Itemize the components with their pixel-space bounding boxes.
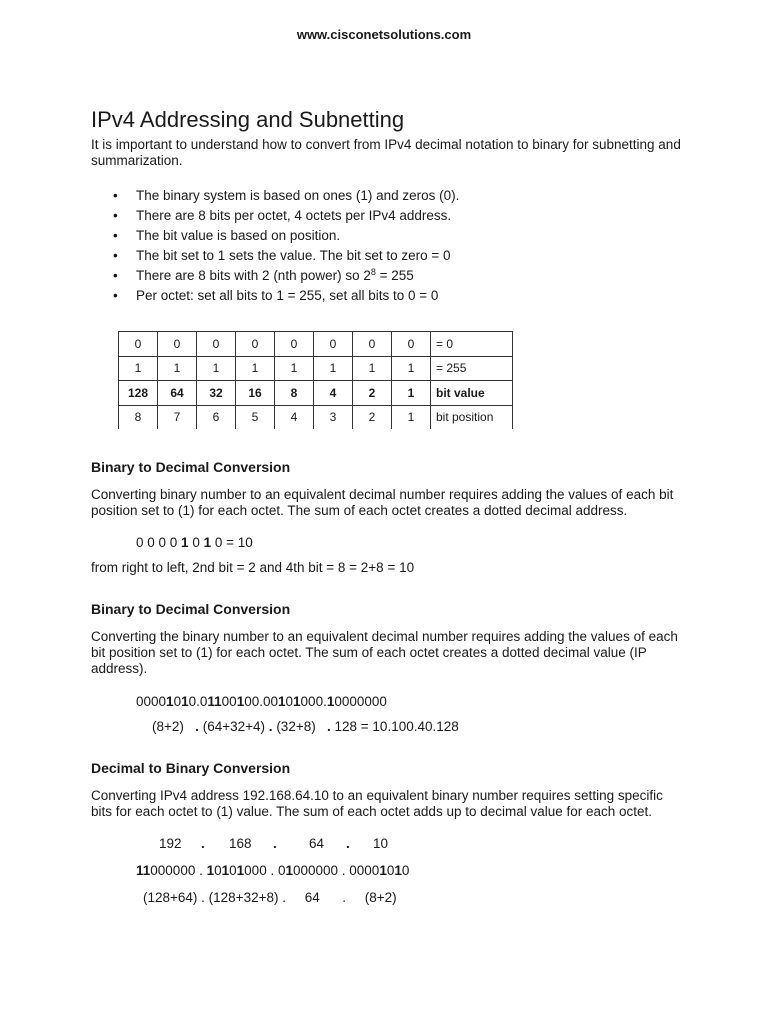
list-item: • There are 8 bits with 2 (nth power) so $2^8 = 255$ bbox=[113, 266, 459, 286]
example-explanation: from right to left, 2nd bit = 2 and 4th bit = 8 = 2+8 = 10 bbox=[91, 560, 415, 575]
table-cell: 128 bbox=[119, 381, 158, 406]
table-cell: 1 bbox=[158, 356, 197, 381]
table-cell: 1 bbox=[119, 356, 158, 381]
table-cell: 2 bbox=[353, 405, 392, 429]
list-item: • The bit set to 1 sets the value. The bit set to zero = 0 bbox=[113, 246, 459, 266]
table-cell: 3 bbox=[314, 405, 353, 429]
octet-sums: (8+2) . (64+32+4) . (32+8) . 128 = 10.100.40.128 bbox=[152, 719, 459, 734]
table-cell: 1 bbox=[314, 356, 353, 381]
table-cell: 1 bbox=[353, 356, 392, 381]
intro-paragraph: It is important to understand how to convert from IPv4 decimal notation to binary for subnetting and summarization. bbox=[91, 137, 681, 168]
table-cell: 1 bbox=[392, 381, 431, 406]
section-heading: Binary to Decimal Conversion bbox=[91, 601, 291, 617]
table-cell: 64 bbox=[158, 381, 197, 406]
table-row bbox=[119, 381, 513, 406]
section-paragraph: Converting IPv4 address 192.168.64.10 to an equivalent binary number requires setting specific bits for each octet to (1) value. The sum of each octet adds up to decimal value for each octet. bbox=[91, 788, 663, 819]
table-cell: 0 bbox=[197, 332, 236, 357]
table-row bbox=[119, 405, 513, 429]
list-item: • There are 8 bits per octet, 4 octets per IPv4 address. bbox=[113, 206, 459, 226]
table-cell: 7 bbox=[158, 405, 197, 429]
table-cell: 16 bbox=[236, 381, 275, 406]
website-url: www.cisconetsolutions.com bbox=[296, 27, 472, 42]
table-cell: 4 bbox=[314, 381, 353, 406]
table-cell: 1 bbox=[236, 356, 275, 381]
table-cell: 32 bbox=[197, 381, 236, 406]
octet-sums: (128+64) . (128+32+8) . 64 . (8+2) bbox=[143, 890, 397, 905]
section-paragraph: Converting the binary number to an equivalent decimal number requires adding the values of each bit position set to (1) for each octet. The sum of each octet creates a dotted decimal value (IP address). bbox=[91, 629, 678, 676]
table-cell: 1 bbox=[392, 405, 431, 429]
table-cell: 0 bbox=[353, 332, 392, 357]
table-cell: 0 bbox=[275, 332, 314, 357]
fact-list bbox=[113, 186, 459, 306]
row-label: = 255 bbox=[431, 356, 513, 381]
section-heading: Decimal to Binary Conversion bbox=[91, 760, 291, 776]
decimal-octets: 192 . 168 . 64 . 10 bbox=[159, 836, 389, 851]
table-row bbox=[119, 332, 513, 357]
table-row bbox=[119, 356, 513, 381]
table-cell: 2 bbox=[353, 381, 392, 406]
binary-example: 0 0 0 0 1 0 1 0 = 10 bbox=[136, 535, 253, 550]
table-cell: 1 bbox=[275, 356, 314, 381]
table-cell: 0 bbox=[119, 332, 158, 357]
row-label: bit position bbox=[431, 405, 513, 429]
table-cell: 4 bbox=[275, 405, 314, 429]
row-label: bit value bbox=[431, 381, 513, 406]
bit-value-table bbox=[118, 331, 513, 429]
row-label: = 0 bbox=[431, 332, 513, 357]
section-heading: Binary to Decimal Conversion bbox=[91, 459, 291, 475]
list-item: • Per octet: set all bits to 1 = 255, set all bits to 0 = 0 bbox=[113, 286, 459, 306]
superscript: 8 bbox=[370, 267, 376, 277]
section-paragraph: Converting binary number to an equivalent decimal number requires adding the values of each bit position set to (1) for each octet. The sum of each octet creates a dotted decimal address. bbox=[91, 487, 674, 518]
list-item: • The binary system is based on ones (1) and zeros (0). bbox=[113, 186, 459, 206]
page-title: IPv4 Addressing and Subnetting bbox=[91, 106, 405, 132]
table-cell: 5 bbox=[236, 405, 275, 429]
list-item: • The bit value is based on position. bbox=[113, 226, 459, 246]
table-cell: 0 bbox=[236, 332, 275, 357]
binary-octets: 11000000 . 10101000 . 01000000 . 00001010 bbox=[136, 863, 410, 878]
table-cell: 1 bbox=[197, 356, 236, 381]
table-cell: 6 bbox=[197, 405, 236, 429]
table-cell: 0 bbox=[314, 332, 353, 357]
table-cell: 8 bbox=[119, 405, 158, 429]
table-cell: 0 bbox=[158, 332, 197, 357]
table-cell: 1 bbox=[392, 356, 431, 381]
table-cell: 0 bbox=[392, 332, 431, 357]
table-cell: 8 bbox=[275, 381, 314, 406]
binary-address: 00001010.01100100.00101000.10000000 bbox=[136, 694, 387, 709]
